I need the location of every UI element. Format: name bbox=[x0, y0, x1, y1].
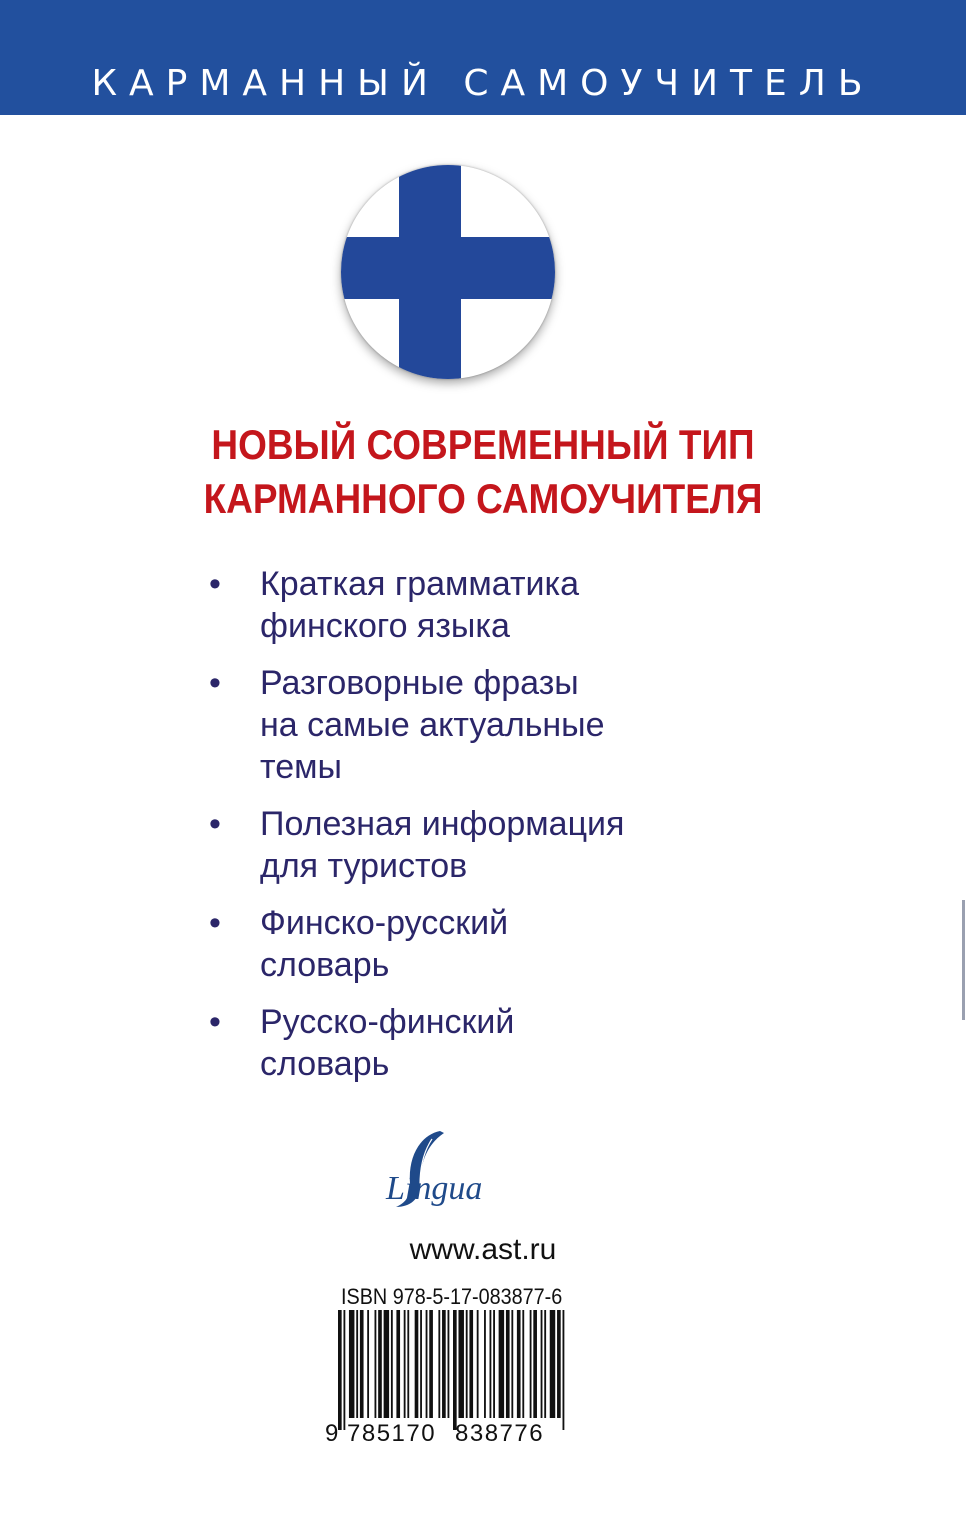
feature-line: Полезная информация bbox=[260, 805, 625, 843]
series-title: КАРМАННЫЙ САМОУЧИТЕЛЬ bbox=[91, 63, 875, 104]
barcode-bar bbox=[338, 1310, 342, 1430]
barcode-bar bbox=[349, 1310, 354, 1418]
barcode-bar bbox=[511, 1310, 513, 1418]
bullet-icon: • bbox=[209, 565, 221, 603]
barcode-bar bbox=[343, 1310, 345, 1430]
barcode-digit-group-1: 785170 bbox=[347, 1420, 437, 1447]
barcode-digit-first: 9 bbox=[325, 1420, 339, 1447]
logo-text: Lingua bbox=[386, 1170, 483, 1207]
barcode-bar bbox=[415, 1310, 419, 1418]
barcode-bar bbox=[391, 1310, 393, 1418]
barcode-bar bbox=[378, 1310, 382, 1418]
barcode-bar bbox=[396, 1310, 400, 1418]
barcode-bar bbox=[466, 1310, 468, 1418]
feature-line: словарь bbox=[260, 1045, 390, 1083]
barcode-bar bbox=[550, 1310, 555, 1418]
feature-list bbox=[205, 563, 765, 1100]
feature-line: Разговорные фразы bbox=[260, 664, 579, 702]
barcode-bar bbox=[477, 1310, 479, 1418]
headline-line-2: КАРМАННОГО САМОУЧИТЕЛЯ bbox=[203, 475, 763, 522]
barcode-bar bbox=[533, 1310, 537, 1418]
barcode-bar bbox=[420, 1310, 422, 1418]
barcode-bar bbox=[404, 1310, 406, 1418]
barcode-bar bbox=[375, 1310, 377, 1418]
website-url[interactable]: www.ast.ru bbox=[409, 1233, 557, 1266]
flag-cross-vertical bbox=[399, 165, 461, 379]
barcode-bar bbox=[438, 1310, 440, 1418]
feature-item bbox=[205, 563, 765, 647]
feature-item bbox=[205, 662, 765, 788]
barcode-bar bbox=[506, 1310, 510, 1418]
barcode-bar bbox=[448, 1310, 450, 1418]
barcode-bar bbox=[360, 1310, 364, 1418]
headline-line-1: НОВЫЙ СОВРЕМЕННЫЙ ТИП bbox=[211, 421, 755, 468]
barcode-bar bbox=[484, 1310, 486, 1418]
barcode bbox=[338, 1310, 568, 1430]
feature-line: Финско-русский bbox=[260, 904, 509, 942]
feature-line: финского языка bbox=[260, 607, 510, 645]
feature-line: для туристов bbox=[260, 847, 468, 885]
barcode-bar bbox=[493, 1310, 495, 1418]
feature-line: Русско-финский bbox=[260, 1003, 515, 1041]
feature-item bbox=[205, 1001, 765, 1085]
barcode-bar bbox=[407, 1310, 409, 1418]
barcode-bar bbox=[426, 1310, 428, 1418]
barcode-bar bbox=[490, 1310, 492, 1418]
barcode-bar bbox=[367, 1310, 369, 1418]
feature-item bbox=[205, 803, 765, 887]
headline bbox=[58, 418, 908, 526]
barcode-bar bbox=[453, 1310, 457, 1430]
bullet-icon: • bbox=[209, 664, 221, 702]
barcode-bar bbox=[429, 1310, 433, 1418]
barcode-bar bbox=[517, 1310, 521, 1418]
bullet-icon: • bbox=[209, 805, 221, 843]
finland-flag-icon bbox=[341, 165, 555, 379]
feature-item bbox=[205, 902, 765, 986]
barcode-digit-group-2: 838776 bbox=[455, 1420, 545, 1447]
feature-line: темы bbox=[260, 748, 342, 786]
bullet-icon: • bbox=[209, 904, 221, 942]
barcode-bar bbox=[557, 1310, 561, 1418]
barcode-bar bbox=[522, 1310, 524, 1418]
barcode-bar bbox=[469, 1310, 473, 1418]
barcode-bar bbox=[442, 1310, 446, 1418]
barcode-bar bbox=[356, 1310, 358, 1418]
lingua-logo bbox=[380, 1125, 530, 1215]
isbn-label: ISBN 978-5-17-083877-6 bbox=[341, 1284, 563, 1309]
barcode-bar bbox=[530, 1310, 532, 1418]
feature-line: на самые актуальные bbox=[260, 706, 605, 744]
edge-line bbox=[962, 900, 965, 1020]
feature-line: словарь bbox=[260, 946, 390, 984]
barcode-bar bbox=[544, 1310, 546, 1418]
barcode-bar bbox=[499, 1310, 504, 1418]
barcode-bar bbox=[563, 1310, 565, 1430]
bullet-icon: • bbox=[209, 1003, 221, 1041]
barcode-bar bbox=[384, 1310, 389, 1418]
barcode-bar bbox=[458, 1310, 463, 1418]
barcode-digits bbox=[325, 1420, 565, 1450]
feature-line: Краткая грамматика bbox=[260, 565, 580, 603]
barcode-bar bbox=[541, 1310, 543, 1418]
